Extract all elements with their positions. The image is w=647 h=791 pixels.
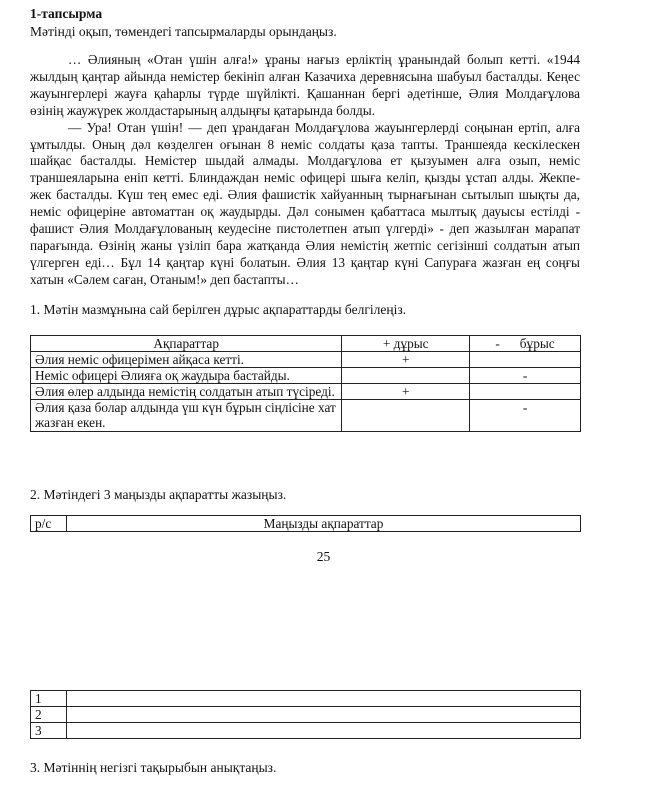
answer-cell[interactable]: [67, 707, 581, 723]
passage-paragraph: … Әлияның «Отан үшін алға!» ұраны нағыз ерліктің ұранындай болып кетті. «1944 жылдың қаңтар айында немістер бекініп алған Казачиха деревнясына шабуыл басталды. Кеңес жауынгерлері жауға қаһарлы түрде шүйлікті. Қашаннан бергі әдетінше, Әлия Молдағұлова өзінің жаужүрек жолдастарының алдыңғы қатарында болды.: [30, 52, 580, 118]
statement-cell: Әлия өлер алдында немістің солдатын атып түсіреді.: [31, 384, 342, 400]
statement-cell: Неміс офицері Әлияға оқ жаудыра бастайды.: [31, 368, 342, 384]
row-number: 1: [31, 691, 67, 707]
table-row: [31, 368, 581, 384]
correct-mark-cell[interactable]: [342, 400, 470, 432]
key-info-answer-table: [30, 690, 581, 739]
correct-mark-cell[interactable]: +: [342, 384, 470, 400]
task-title: 1-тапсырма: [30, 6, 103, 21]
column-header-info: Ақпараттар: [31, 336, 342, 352]
wrong-mark-cell[interactable]: -: [470, 368, 581, 384]
instruction: Мәтінді оқып, төмендегі тапсырмаларды орындаңыз.: [30, 24, 337, 39]
table-row: [31, 723, 581, 739]
statement-cell: Әлия неміс офицерімен айқаса кетті.: [31, 352, 342, 368]
table-row: [31, 691, 581, 707]
table-row: [31, 707, 581, 723]
wrong-mark-cell[interactable]: [470, 352, 581, 368]
question-2: 2. Мәтіндегі 3 маңызды ақпаратты жазыңыз.: [30, 487, 287, 502]
table-header-row: [31, 336, 581, 352]
passage-paragraph: — Ура! Отан үшін! — деп ұрандаған Молдағұлова жауынгерлерді соңынан ертіп, алға ұмтылды. Оның дәл көзделген оғынан 8 неміс солдаты қаза тапты. Траншеяда кескілескен шайқас басталды. Немістер шыдай алмады. Молдағұлова ет қызуымен алға озып, неміс траншеяларына еніп кетті. Блиндаждан неміс офицері шыға келіп, қызды ұстап алды. Жекпе-жек басталды. Күш тең емес еді. Әлия фашистік хайуанның тырнағынан сытылып шықты да, неміс офицеріне автоматтан оқ жаудырды. Дәл сонымен қабаттаса мылтық дауысы естілді - фашист Әлия Молдағұлованың кеудесіне пистолетпен атып үлгерді» - деп жазылған марапат парағында. Өзінің жаны үзіліп бара жатқанда Әлия немістің жетпіс сегізінші солдатын атып үлгерген еді… Бұл 14 қаңтар күні болатын. Әлия 13 қаңтар күні Сапураға жазған ең соңғы хатын «Сәлем саған, Отаным!» деп бастапты…: [30, 119, 580, 287]
answer-cell[interactable]: [67, 723, 581, 739]
question-3: 3. Мәтіннің негізгі тақырыбын анықтаңыз.: [30, 760, 277, 775]
table-header-row: [31, 516, 581, 532]
statement-cell: Әлия қаза болар алдында үш күн бұрын сіңлісіне хат жазған екен.: [31, 400, 342, 432]
column-header-correct: + дұрыс: [342, 336, 470, 352]
correct-mark-cell[interactable]: +: [342, 352, 470, 368]
wrong-mark-cell[interactable]: -: [470, 400, 581, 432]
table-row: [31, 352, 581, 368]
reading-passage: [30, 52, 580, 289]
column-header-key-info: Маңызды ақпараттар: [67, 516, 581, 532]
page-number: 25: [316, 549, 331, 564]
wrong-mark-cell[interactable]: [470, 384, 581, 400]
column-header-wrong: - бұрыс: [470, 336, 581, 352]
question-1: 1. Мәтін мазмұнына сай берілген дұрыс ақпараттарды белгілеңіз.: [30, 302, 407, 317]
key-info-header-table: [30, 515, 581, 532]
table-row: [31, 400, 581, 432]
row-number: 2: [31, 707, 67, 723]
table-row: [31, 384, 581, 400]
correct-mark-cell[interactable]: [342, 368, 470, 384]
answer-cell[interactable]: [67, 691, 581, 707]
column-header-number: р/с: [31, 516, 67, 532]
row-number: 3: [31, 723, 67, 739]
true-false-table: [30, 335, 581, 432]
